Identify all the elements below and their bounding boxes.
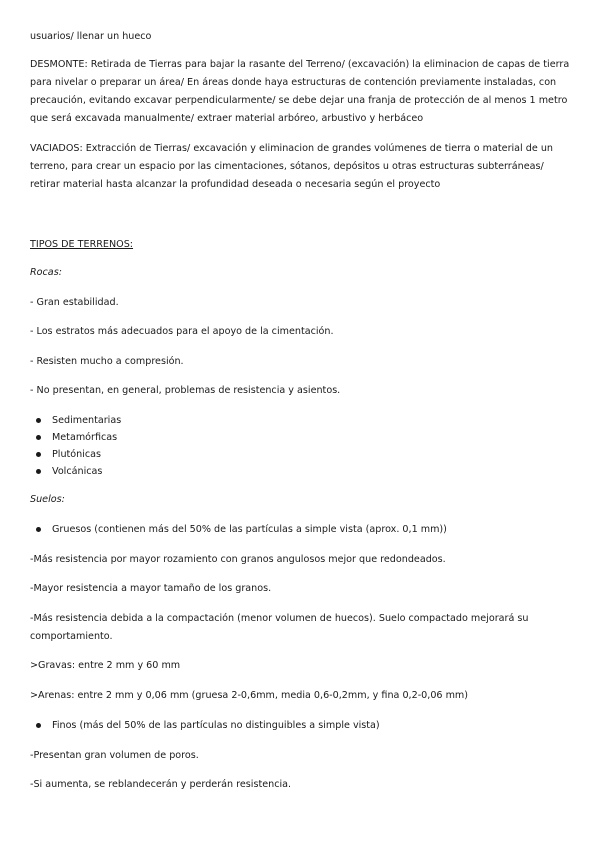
- subheading-rocas: Rocas:: [30, 267, 62, 278]
- suelos-finos-list: [30, 717, 570, 734]
- paragraph-vaciados: VACIADOS: Extracción de Tierras/ excavación y eliminacion de grandes volúmenes de tierra o material de un terreno, para crear un espacio por las cimentaciones, sótanos, depósitos u otras estructuras subterráneas/ retirar material hasta alcanzar la profundidad deseada o necesaria según el proyecto: [30, 143, 553, 190]
- gruesos-property: >Gravas: entre 2 mm y 60 mm: [30, 660, 181, 671]
- rocas-property: - Los estratos más adecuados para el apoyo de la cimentación.: [30, 326, 334, 337]
- paragraph-desmonte: DESMONTE: Retirada de Tierras para bajar la rasante del Terreno/ (excavación) la eliminacion de capas de tierra para nivelar o preparar un área/ En áreas donde haya estructuras de contención previamente instaladas, con precaución, evitando excavar perpendicularmente/ se debe dejar una franja de protección de al menos 1 metro que será excavada manualmente/ extraer material arbóreo, arbustivo y herbáceo: [30, 59, 570, 124]
- section-heading-tipos-terrenos: TIPOS DE TERRENOS:: [30, 239, 134, 250]
- list-item: Metamórficas: [30, 429, 570, 446]
- list-item: Finos (más del 50% de las partículas no distinguibles a simple vista): [30, 717, 570, 734]
- list-item: Plutónicas: [30, 446, 570, 463]
- finos-property: -Presentan gran volumen de poros.: [30, 750, 199, 761]
- rocas-property: - Resisten mucho a compresión.: [30, 356, 184, 367]
- gruesos-property: -Mayor resistencia a mayor tamaño de los granos.: [30, 583, 272, 594]
- list-item: Volcánicas: [30, 463, 570, 480]
- rocas-property: - Gran estabilidad.: [30, 297, 119, 308]
- list-item: Gruesos (contienen más del 50% de las partículas a simple vista (aprox. 0,1 mm)): [30, 521, 570, 538]
- rock-types-list: [30, 412, 570, 480]
- document-title: usuarios/ llenar un hueco: [30, 31, 152, 42]
- gruesos-property: -Más resistencia por mayor rozamiento con granos angulosos mejor que redondeados.: [30, 554, 446, 565]
- suelos-gruesos-list: [30, 521, 570, 538]
- subheading-suelos: Suelos:: [30, 494, 65, 505]
- gruesos-property: -Más resistencia debida a la compactación (menor volumen de huecos). Suelo compactado mejorará su comportamiento.: [30, 613, 529, 642]
- finos-property: -Si aumenta, se reblandecerán y perderán resistencia.: [30, 779, 292, 790]
- rocas-property: - No presentan, en general, problemas de resistencia y asientos.: [30, 385, 341, 396]
- list-item: Sedimentarias: [30, 412, 570, 429]
- gruesos-property: >Arenas: entre 2 mm y 0,06 mm (gruesa 2-0,6mm, media 0,6-0,2mm, y fina 0,2-0,06 mm): [30, 690, 469, 701]
